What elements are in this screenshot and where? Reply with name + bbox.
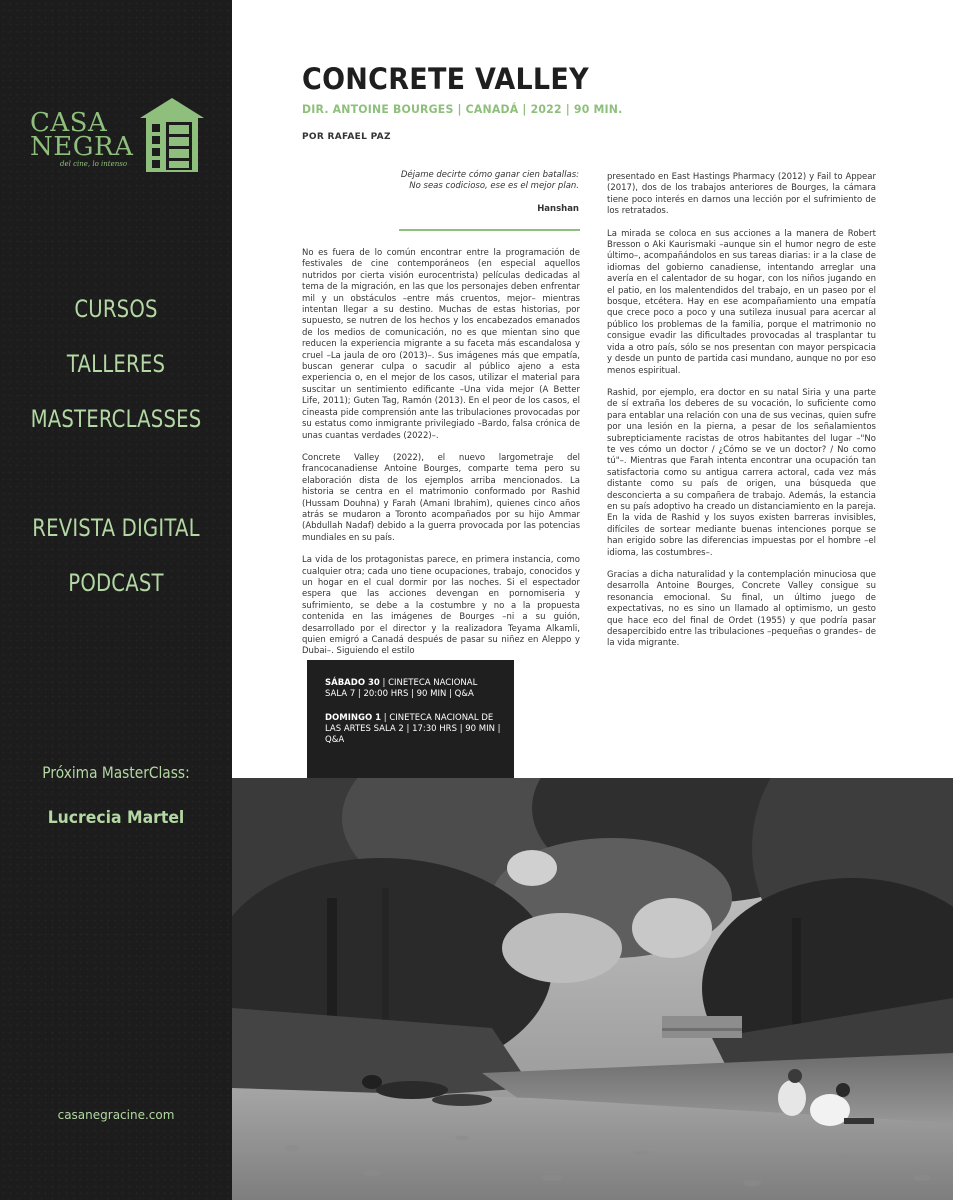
menu-item-revista-digital[interactable]: REVISTA DIGITAL — [32, 514, 200, 542]
epigraph-divider — [399, 229, 580, 231]
paragraph: La mirada se coloca en sus acciones a la manera de Robert Bresson o Aki Kaurismaki –aunque sin el humor negro de este último–, acompañándolos en sus tareas diarias: ir a la clase de idiomas del gobierno canadiense, intentando arreglar una avería en el calentador de su hogar, con los niños jugando en el patio, en los malentendidos del trabajo, en un paseo por el bosque, etcétera. Hay en ese acompañamiento una empatía que crece poco a poco y una sutileza inusual para acercar al público los problemas de la familia, porque el matrimonio no consigue evadir las dificultades provocadas al trasplantar tu vida a otro país, sólo se nos presentan con mayor perspicacia y desde un punto de partida casi mundano, aunque no por eso menos espiritual. — [607, 228, 876, 376]
menu-item-masterclasses[interactable]: MASTERCLASSES — [30, 405, 202, 433]
paragraph: Gracias a dicha naturalidad y la contemplación minuciosa que desarrolla Antoine Bourges, Concrete Valley consigue su resonancia emocional. Su final, un último juego de expectativas, no es sino un llamado al optimismo, un gesto que hace eco del final de Ordet (1955) y que podría pasar desapercibido entre las tribulaciones –pequeñas o grandes– de la vida migrante. — [607, 570, 876, 649]
screening-detail: | CINETECA NACIONAL SALA 7 | 20:00 HRS | 90 MIN | Q&A — [325, 678, 478, 699]
article-column-left — [302, 248, 580, 669]
article-byline: POR RAFAEL PAZ — [302, 132, 391, 142]
paragraph: Concrete Valley (2022), el nuevo largometraje del francocanadiense Antoine Bourges, comparte tema pero su elaboración dista de los ejemplos arriba mencionados. La historia se centra en el matrimonio conformado por Rashid (Hussam Douhna) y Farah (Amani Ibrahim), quienes cinco años atrás se mudaron a Toronto acompañados por su hijo Ammar (Abdullah Nadaf) debido a la guerra provocada por las potencias mundiales en su país. — [302, 452, 580, 543]
epigraph-author: Hanshan — [537, 204, 579, 214]
screening-day: SÁBADO 30 — [325, 678, 380, 688]
paragraph: Rashid, por ejemplo, era doctor en su natal Siria y una parte de sí extraña los deberes de su vocación, lo suficiente como para entablar una relación con una de sus vecinas, quien sufre por una lesión en la pierna, a pesar de los señalamientos subrepticiamente racistas de otros habitantes del lugar –"No te ves cómo un doctor / ¿Cómo se ve un doctor? / No como tú"–. Mientras que Farah intenta encontrar una ocupación tan satisfactoria como su antigua carrera actoral, cada vez más distante como su país de origen, una búsqueda que desconcierta a su compañera de trabajo. Además, la estancia en su país adoptivo ha creado un distanciamiento en la pareja. En la vida de Rashid y los suyos existen barreras invisibles, difíciles de sortear mediante buenas intenciones porque se han erigido sobre las diferencias impuestas por el hombre –el idioma, las costumbres–. — [607, 387, 876, 558]
screening-detail: | CINETECA NACIONAL DE LAS ARTES SALA 2 | 17:30 HRS | 90 MIN | Q&A — [325, 713, 501, 745]
screening-schedule — [307, 660, 514, 778]
article-title: CONCRETE VALLEY — [302, 62, 589, 96]
epigraph — [399, 170, 579, 192]
logo-text-casa: CASA — [30, 108, 108, 138]
next-masterclass-name[interactable]: Lucrecia Martel — [47, 808, 185, 828]
film-still-photo — [232, 778, 953, 1200]
paragraph: presentado en East Hastings Pharmacy (2012) y Fail to Appear (2017), dos de los trabajos anteriores de Bourges, la cámara tiene poco interés en darnos una lección por el sufrimiento de los retratados. — [607, 172, 876, 217]
article-subtitle: DIR. ANTOINE BOURGES | CANADÁ | 2022 | 90 MIN. — [302, 102, 623, 116]
screening-day: DOMINGO 1 — [325, 713, 382, 723]
menu-item-talleres[interactable]: TALLERES — [66, 350, 166, 378]
paragraph: La vida de los protagonistas parece, en primera instancia, como cualquier otra; cada uno tiene ocupaciones, trabajo, conocidos y un hogar en el cual dormir por las noches. Si el espectador espera que las acciones devengan en pornomiseria y sufrimiento, se debe a la costumbre y no a la propuesta contenida en las imágenes de Bourges –ni a su guión, desarrollado por el director y la realizadora Teyama Alkamli, quien emigró a Canadá después de pasar su niñez en Aleppo y Dubai–. Siguiendo el estilo — [302, 555, 580, 657]
screening-item — [325, 678, 501, 700]
paragraph: No es fuera de lo común encontrar entre la programación de festivales de cine contemporáneos (en especial aquellos nutridos por cierta visión eurocentrista) películas dedicadas al tema de la migración, en las que los personajes deben enfrentar mil y un obstáculos –entre más cruentos, mejor– mientras intentan llegar a su destino. Muchas de estas historias, por supuesto, se nutren de los hechos y los encabezados emanados de los medios de comunicación, no es que mientan sino que reducen la experiencia migrante a su faceta más escandalosa y cruel –La jaula de oro (2013)–. Sus imágenes más que empatía, buscan generar culpa o sacudir al público ajeno a esta experiencia o, en el mejor de los casos, utilizar el material para suscitar un sentimiento edificante –Una vida mejor (A Better Life, 2011); Guten Tag, Ramón (2013). En el peor de los casos, el cineasta pide comprensión ante las tribulaciones provocadas por su estatus como inmigrante privilegiado –Bardo, falsa crónica de unas cuantas verdades (2022)–. — [302, 248, 580, 441]
epigraph-line: Déjame decirte cómo ganar cien batallas: — [400, 170, 579, 180]
screening-item — [325, 713, 501, 746]
menu-item-podcast[interactable]: PODCAST — [68, 569, 164, 597]
article-column-right — [607, 172, 876, 661]
logo-tagline: del cine, lo intenso — [60, 160, 128, 168]
website-link[interactable]: casanegracine.com — [57, 1108, 175, 1122]
epigraph-line: No seas codicioso, ese es el mejor plan. — [409, 181, 579, 191]
next-masterclass-label: Próxima MasterClass: — [42, 763, 190, 782]
logo-text-negra: NEGRA — [30, 132, 134, 162]
sidebar — [0, 0, 232, 1200]
menu-item-cursos[interactable]: CURSOS — [74, 295, 158, 323]
